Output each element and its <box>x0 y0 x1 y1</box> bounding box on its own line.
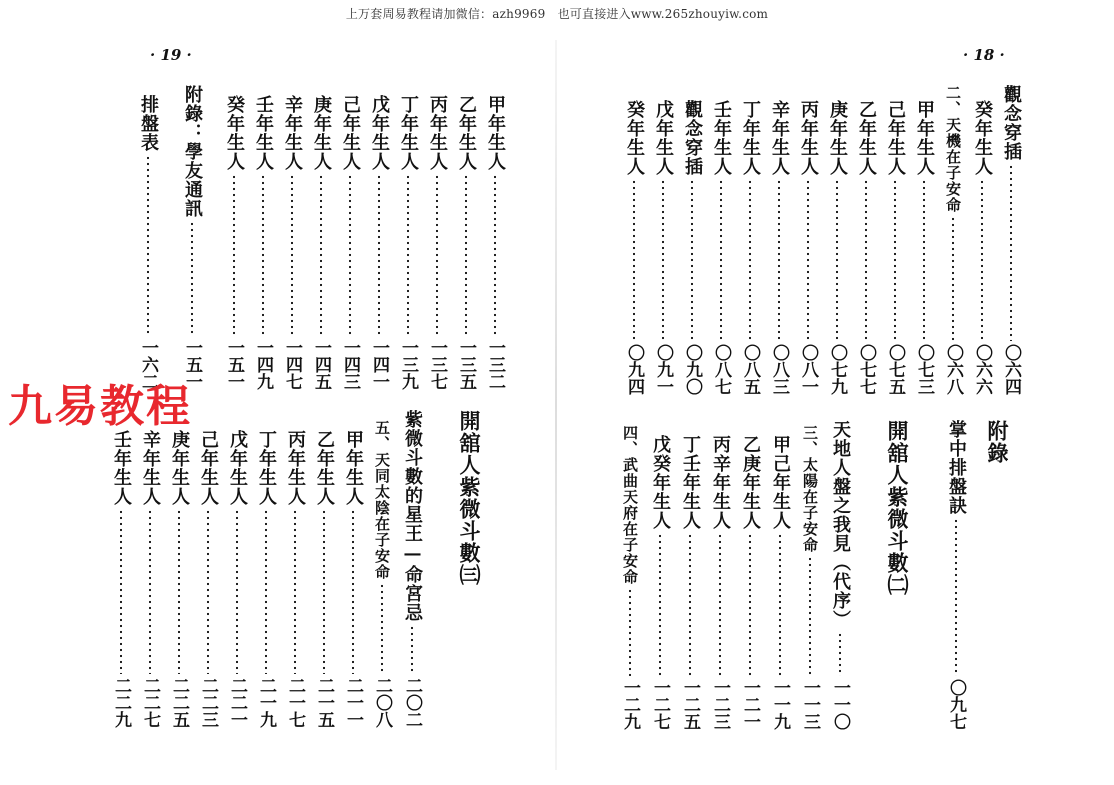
toc-entry: 乙庚年生人 一二一 <box>740 435 761 730</box>
toc-entry: 壬年生人 〇八七 <box>711 100 732 395</box>
toc-entry: 乙年生人 〇七七 <box>856 100 877 395</box>
page-number-left: · 19 · <box>150 46 192 64</box>
toc-entry: 丁壬年生人 一二五 <box>680 435 701 730</box>
toc-entry: 丙年生人 二一七 <box>285 430 306 728</box>
toc-entry: 壬年生人 一四九 <box>253 95 274 390</box>
toc-entry: 掌中排盤訣 〇九七 <box>946 420 967 730</box>
toc-entry: 戊年生人 二二一 <box>227 430 248 728</box>
toc-entry: 戊癸年生人 一二七 <box>650 435 671 730</box>
toc-entry: 丙年生人 〇八一 <box>798 100 819 395</box>
toc-entry: 五、天同太陰在子安命 二〇八 <box>372 420 392 728</box>
toc-entry: 四、武曲天府在子安命 一二九 <box>620 425 640 730</box>
toc-entry: 戊年生人 一四一 <box>369 95 390 390</box>
toc-entry: 觀念穿插 〇六四 <box>1001 85 1022 395</box>
toc-entry: 庚年生人 二二五 <box>169 430 190 728</box>
toc-entry: 乙年生人 二一五 <box>314 430 335 728</box>
toc-entry: 丁年生人 一三九 <box>398 95 419 390</box>
section-heading: 開舘人紫微斗數㈢ <box>457 410 482 586</box>
toc-entry: 丙辛年生人 一二三 <box>710 435 731 730</box>
toc-entry: 戊年生人 〇九一 <box>653 100 674 395</box>
toc-entry: 甲年生人 〇七三 <box>914 100 935 395</box>
section-heading: 開舘人紫微斗數㈡ <box>885 420 910 596</box>
toc-entry: 乙年生人 一三五 <box>456 95 477 390</box>
book-spine <box>555 40 557 770</box>
toc-entry: 排盤表 一六二 <box>138 95 159 390</box>
toc-entry: 天地人盤之我見（代序） 一一〇 <box>830 420 851 730</box>
toc-entry: 辛年生人 〇八三 <box>769 100 790 395</box>
toc-entry: 癸年生人 〇六六 <box>972 100 993 395</box>
toc-entry: 庚年生人 〇七九 <box>827 100 848 395</box>
toc-entry: 辛年生人 一四七 <box>282 95 303 390</box>
toc-entry: 甲年生人 二一一 <box>343 430 364 728</box>
toc-entry: 紫微斗數的星王—命宮忌 二〇二 <box>402 410 423 728</box>
watermark-logo: 九易教程 <box>8 381 192 432</box>
page-number-right: · 18 · <box>963 46 1005 64</box>
toc-entry: 觀念穿插 〇九〇 <box>682 100 703 395</box>
toc-entry: 丙年生人 一三七 <box>427 95 448 390</box>
toc-entry: 癸年生人 〇九四 <box>624 100 645 395</box>
section-heading: 附錄 <box>985 420 1010 464</box>
toc-entry: 辛年生人 二二七 <box>140 430 161 728</box>
toc-entry: 三、太陽在子安命 一一三 <box>800 425 820 730</box>
toc-entry: 丁年生人 二一九 <box>256 430 277 728</box>
toc-entry: 二、天機在子安命 〇六八 <box>943 85 963 395</box>
toc-entry: 甲己年生人 一一九 <box>770 435 791 730</box>
toc-entry: 己年生人 〇七五 <box>885 100 906 395</box>
toc-entry: 庚年生人 一四五 <box>311 95 332 390</box>
toc-entry: 附錄：學友通訊 一五一 <box>182 85 203 390</box>
toc-entry: 丁年生人 〇八五 <box>740 100 761 395</box>
toc-entry: 甲年生人 一三二 <box>485 95 506 390</box>
toc-entry: 己年生人 二二三 <box>198 430 219 728</box>
toc-entry: 己年生人 一四三 <box>340 95 361 390</box>
toc-entry: 壬年生人 二二九 <box>111 430 132 728</box>
header-banner: 上万套周易教程请加微信：azh9969 也可直接进入www.265zhouyiw.com <box>345 7 769 21</box>
toc-entry: 癸年生人 一五一 <box>224 95 245 390</box>
